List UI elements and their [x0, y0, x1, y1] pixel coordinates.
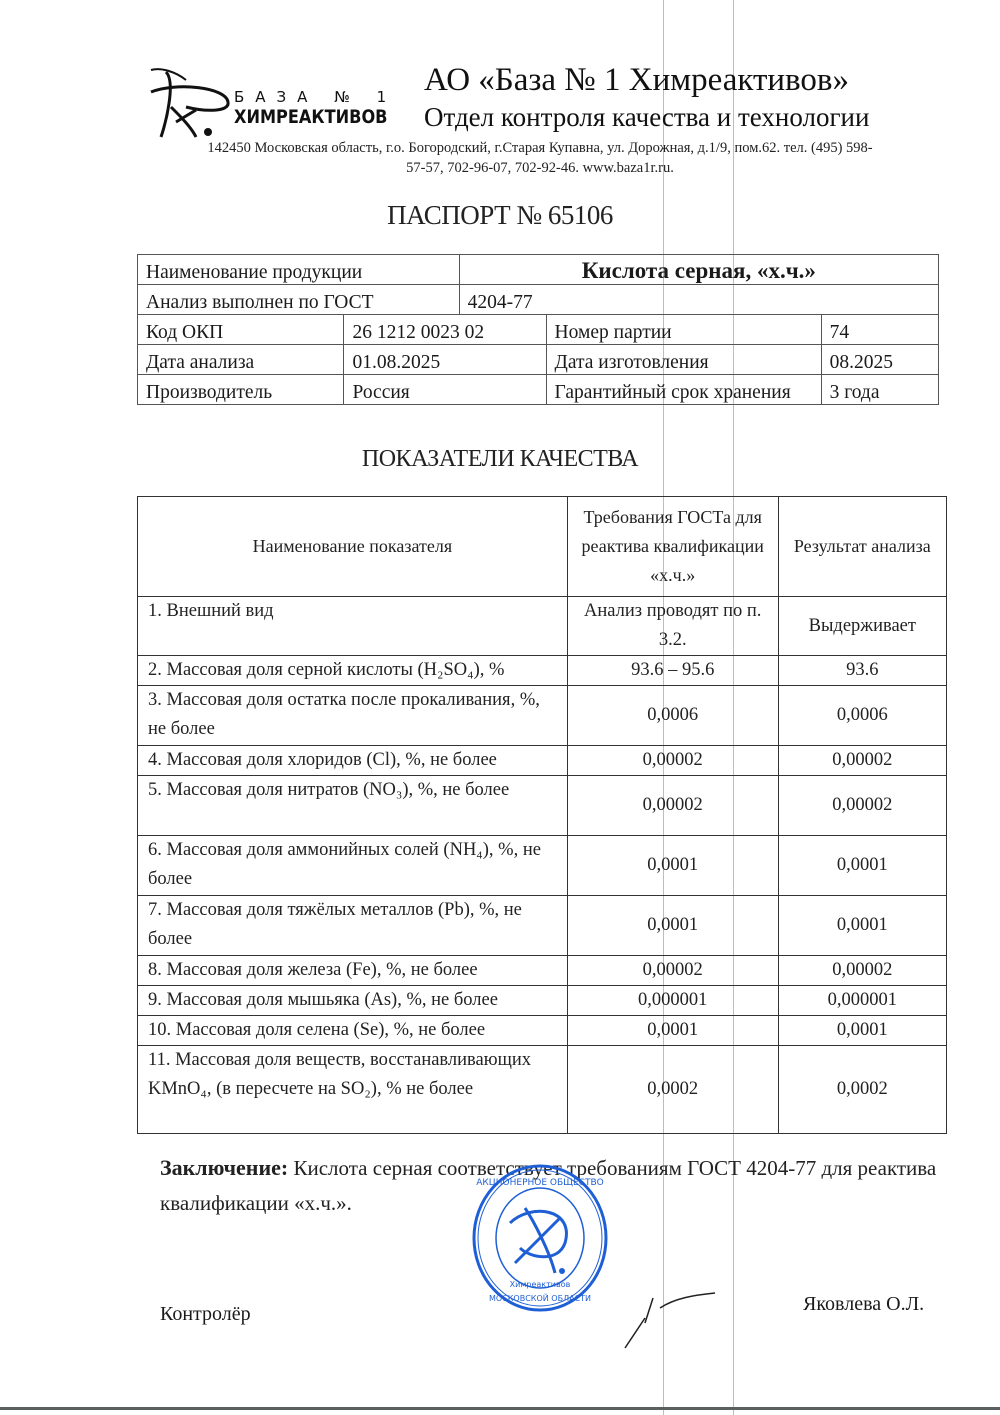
indicator-name: 7. Массовая доля тяжёлых металлов (Pb), %, не более	[138, 896, 568, 956]
address-line-1: 142450 Московская область, г.о. Богородский, г.Старая Купавна, ул. Дорожная, д.1/9, пом.62. тел. (495) 598-	[207, 140, 873, 156]
conclusion-label: Заключение:	[160, 1155, 289, 1180]
logo-text-himreaktivov: ХИМРЕАКТИВОВ	[234, 106, 388, 128]
company-address	[140, 138, 940, 178]
shelf-life-value: 3 года	[821, 375, 938, 405]
info-row-dates	[138, 345, 939, 375]
atom-logo-icon	[146, 62, 236, 142]
indicator-name: 8. Массовая доля железа (Fe), %, не более	[138, 956, 568, 986]
info-row-gost	[138, 285, 939, 315]
result-value: 0,0001	[778, 836, 946, 896]
signer-name: Яковлева О.Л.	[803, 1293, 925, 1315]
table-row	[138, 686, 947, 746]
table-row	[138, 986, 947, 1016]
company-stamp-icon	[470, 1163, 610, 1313]
indicator-name: 4. Массовая доля хлоридов (Cl), %, не более	[138, 746, 568, 776]
manufacturer-value: Россия	[344, 375, 546, 405]
info-row-okp	[138, 315, 939, 345]
passport-title: ПАСПОРТ № 65106	[387, 200, 613, 230]
result-value: 0,00002	[778, 956, 946, 986]
page-bottom-edge	[0, 1407, 1000, 1410]
table-row	[138, 896, 947, 956]
result-value: Выдерживает	[778, 597, 946, 656]
table-row	[138, 836, 947, 896]
result-value: 0,0001	[778, 896, 946, 956]
okp-label: Код ОКП	[138, 315, 344, 345]
result-value: 0,0001	[778, 1016, 946, 1046]
table-row	[138, 1046, 947, 1134]
requirement-value: 0,00002	[567, 956, 778, 986]
analysis-date-label: Дата анализа	[138, 345, 344, 375]
result-value: 0,0006	[778, 686, 946, 746]
controller-label: Контролёр	[160, 1303, 251, 1325]
logo-text-baza: БАЗА № 1	[234, 88, 398, 106]
info-row-product	[138, 255, 939, 285]
indicator-name: 5. Массовая доля нитратов (NO₃), %, не более	[138, 776, 568, 836]
analysis-date-value: 01.08.2025	[344, 345, 546, 375]
requirement-value: 0,00002	[567, 776, 778, 836]
letterhead	[140, 58, 940, 188]
address-line-2: 57-57, 702-96-07, 702-92-46. www.baza1r.ru.	[406, 160, 674, 176]
svg-text:МОСКОВСКОЙ ОБЛАСТИ: МОСКОВСКОЙ ОБЛАСТИ	[488, 1294, 592, 1303]
quality-table-header	[138, 497, 947, 597]
table-row	[138, 956, 947, 986]
result-value: 0,00002	[778, 776, 946, 836]
indicator-name: 10. Массовая доля селена (Se), %, не более	[138, 1016, 568, 1046]
svg-text:АКЦИОНЕРНОЕ ОБЩЕСТВО: АКЦИОНЕРНОЕ ОБЩЕСТВО	[476, 1178, 604, 1188]
header-name: Наименование показателя	[138, 497, 568, 597]
indicator-name: 2. Массовая доля серной кислоты (H₂SO₄), %	[138, 656, 568, 686]
gost-label: Анализ выполнен по ГОСТ	[138, 285, 460, 315]
info-row-manufacturer	[138, 375, 939, 405]
requirement-value: 0,0001	[567, 896, 778, 956]
requirement-value: Анализ проводят по п. 3.2.	[567, 597, 778, 656]
header-result: Результат анализа	[778, 497, 946, 597]
table-row	[138, 656, 947, 686]
okp-value: 26 1212 0023 02	[344, 315, 546, 345]
requirement-value: 0,0006	[567, 686, 778, 746]
result-value: 0,000001	[778, 986, 946, 1016]
indicator-name: 1. Внешний вид	[138, 597, 568, 656]
table-row	[138, 597, 947, 656]
quality-table-body	[138, 597, 947, 1134]
requirement-value: 0,000001	[567, 986, 778, 1016]
product-value: Кислота серная, «х.ч.»	[459, 255, 938, 285]
gost-value: 4204-77	[459, 285, 938, 315]
handwritten-signature-icon	[615, 1283, 725, 1353]
product-info-table	[137, 254, 939, 405]
manufacture-date-label: Дата изготовления	[546, 345, 821, 375]
requirement-value: 0,0002	[567, 1046, 778, 1134]
requirement-value: 93.6 – 95.6	[567, 656, 778, 686]
quality-table	[137, 496, 947, 1134]
requirement-value: 0,0001	[567, 1016, 778, 1046]
product-label: Наименование продукции	[138, 255, 460, 285]
conclusion-text: Кислота серная соответствует требованиям ГОСТ 4204-77 для реактива квалификации «х.ч.».	[160, 1156, 937, 1215]
table-row	[138, 1016, 947, 1046]
indicator-name: 11. Массовая доля веществ, восстанавливающих KMnO₄, (в пересчете на SO₂), % не более	[138, 1046, 568, 1134]
table-row	[138, 746, 947, 776]
indicator-name: 9. Массовая доля мышьяка (As), %, не более	[138, 986, 568, 1016]
manufacturer-label: Производитель	[138, 375, 344, 405]
indicator-name: 6. Массовая доля аммонийных солей (NH₄), %, не более	[138, 836, 568, 896]
manufacture-date-value: 08.2025	[821, 345, 938, 375]
result-value: 93.6	[778, 656, 946, 686]
svg-text:Химреактивов: Химреактивов	[509, 1280, 571, 1289]
batch-label: Номер партии	[546, 315, 821, 345]
company-name: АО «База № 1 Химреактивов»	[424, 62, 849, 98]
indicator-name: 3. Массовая доля остатка после прокаливания, %, не более	[138, 686, 568, 746]
result-value: 0,0002	[778, 1046, 946, 1134]
requirement-value: 0,00002	[567, 746, 778, 776]
department-name: Отдел контроля качества и технологии	[424, 102, 870, 132]
result-value: 0,00002	[778, 746, 946, 776]
quality-section-title: ПОКАЗАТЕЛИ КАЧЕСТВА	[361, 446, 639, 472]
table-row	[138, 776, 947, 836]
header-requirement: Требования ГОСТа для реактива квалификации «х.ч.»	[567, 497, 778, 597]
requirement-value: 0,0001	[567, 836, 778, 896]
shelf-life-label: Гарантийный срок хранения	[546, 375, 821, 405]
batch-value: 74	[821, 315, 938, 345]
